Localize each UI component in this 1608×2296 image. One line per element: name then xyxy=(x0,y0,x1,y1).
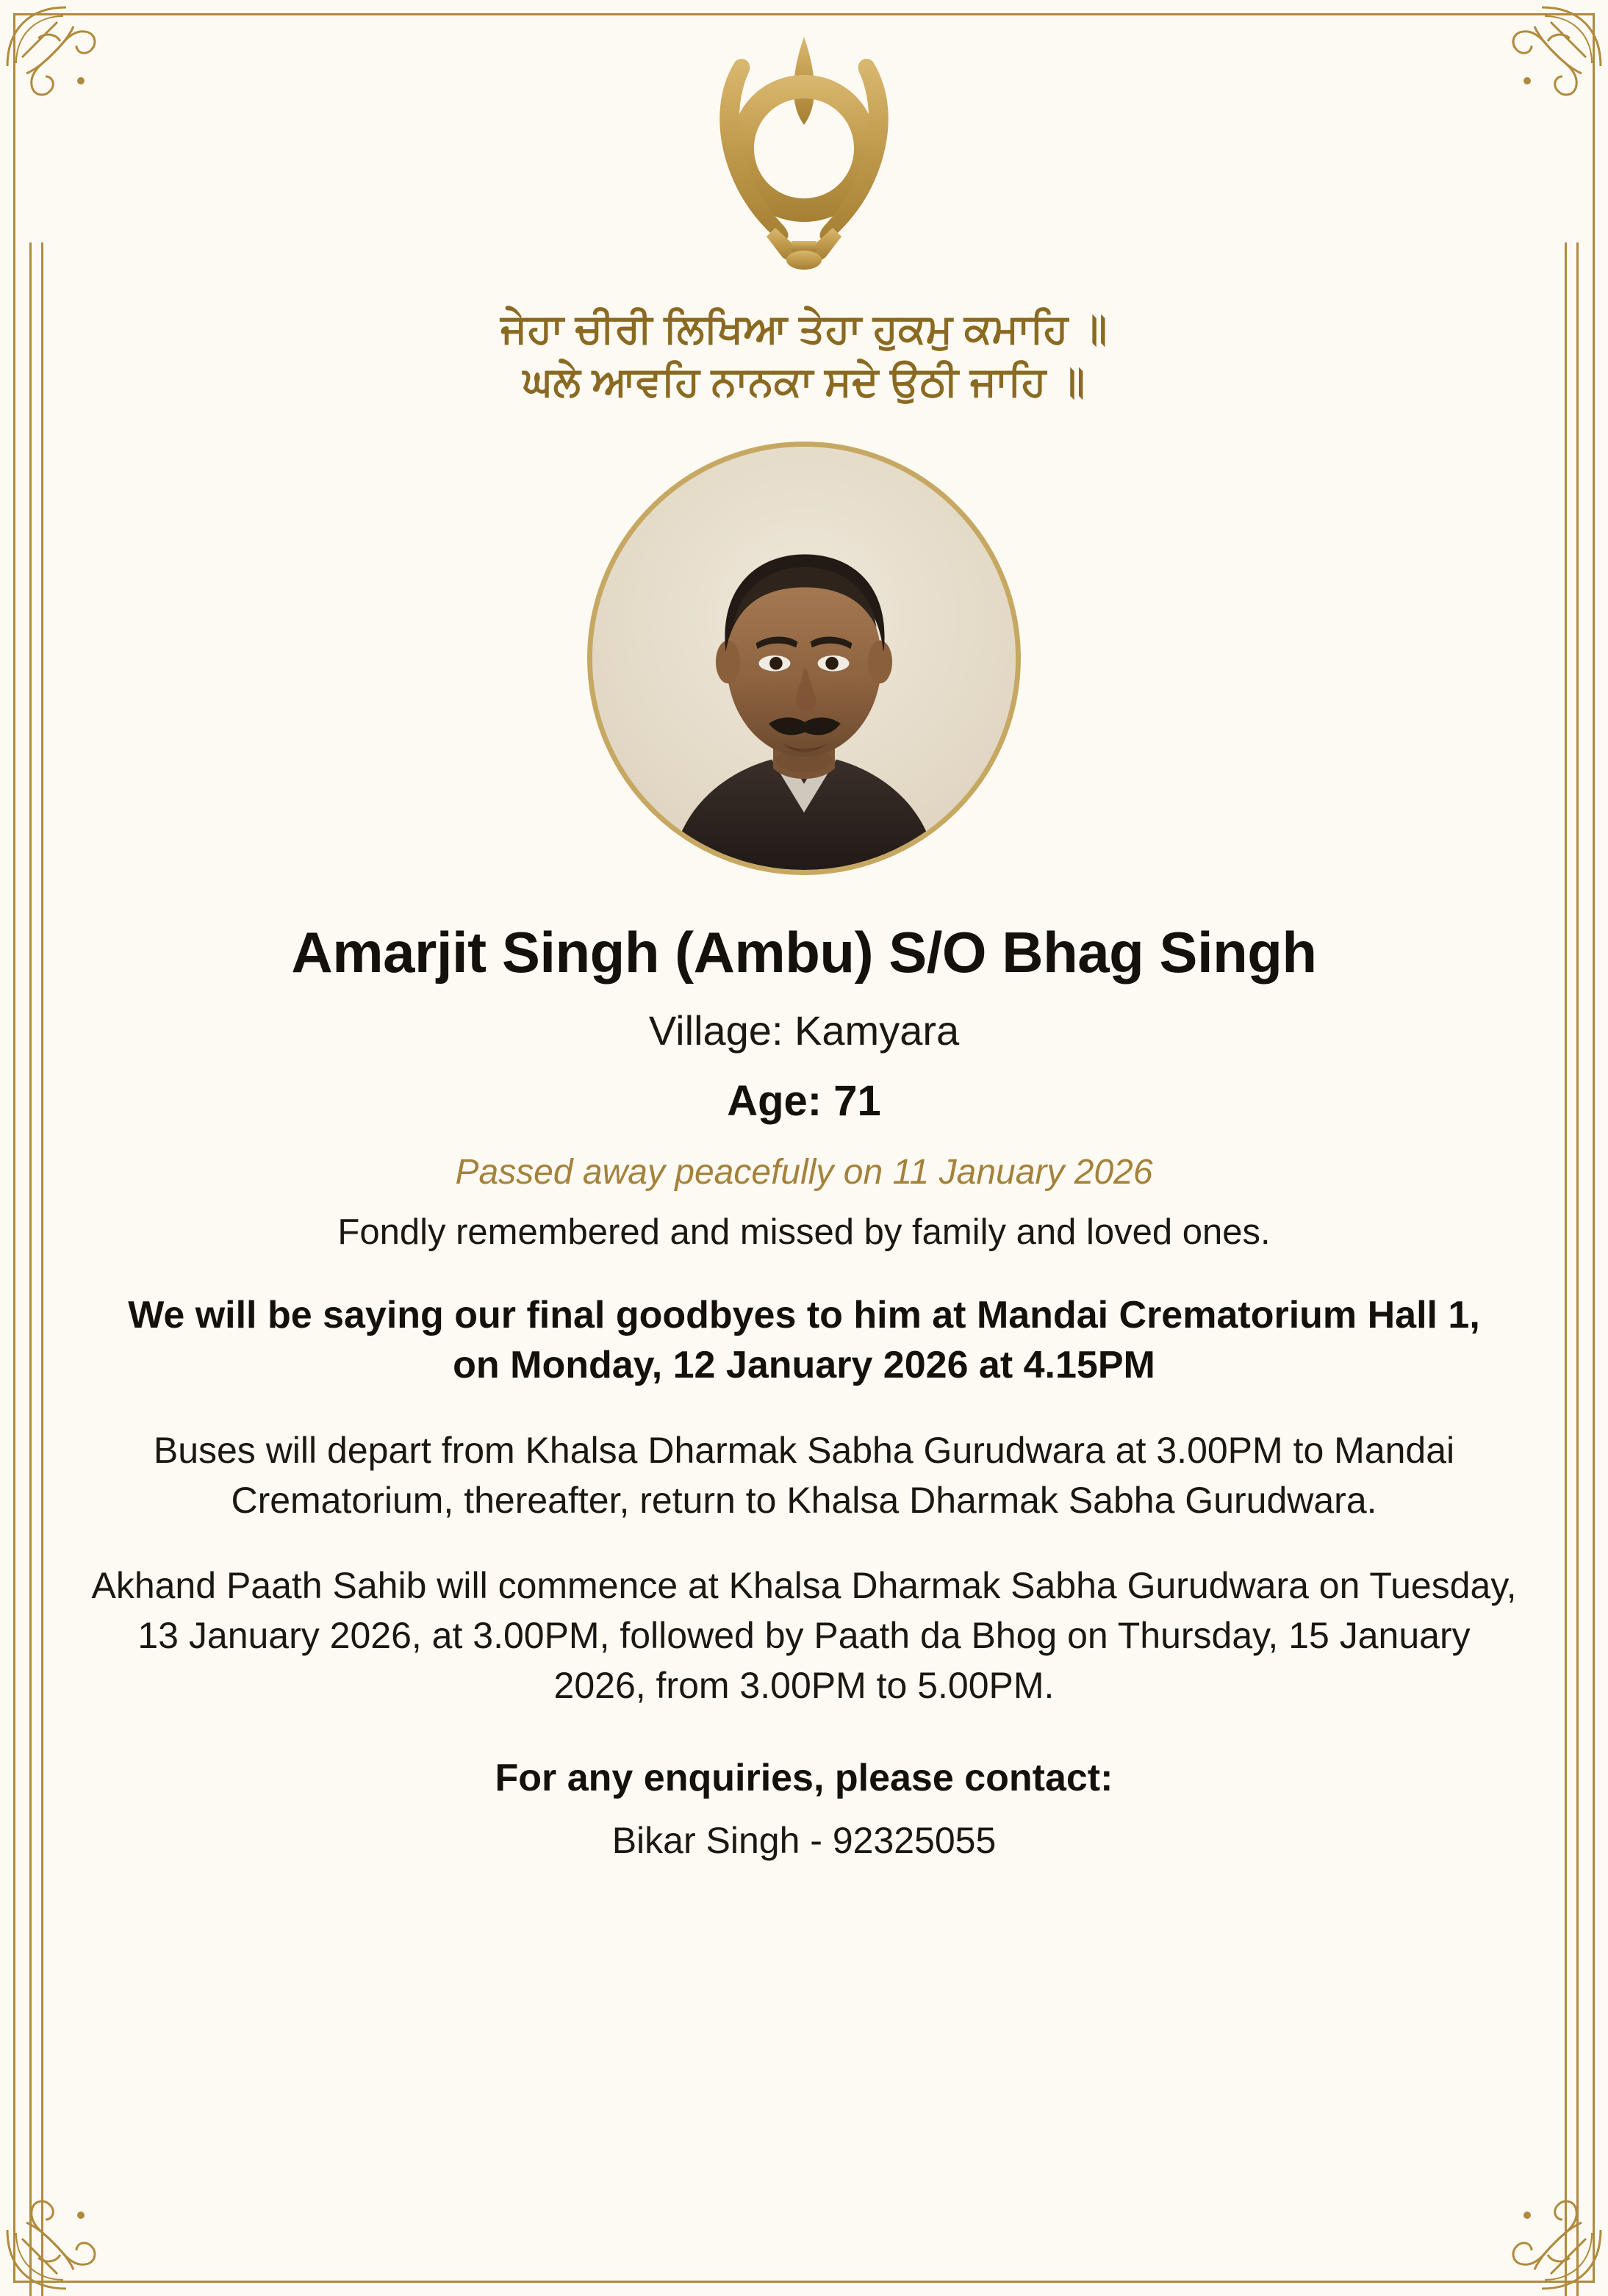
portrait-container xyxy=(88,442,1520,875)
portrait-photo xyxy=(587,442,1021,875)
corner-flourish-bottom-left-icon xyxy=(0,2127,169,2296)
passed-away-line: Passed away peacefully on 11 January 2026 xyxy=(455,1153,1153,1192)
age-line: Age: 71 xyxy=(727,1077,881,1125)
gurbani-line-2: ਘਲੇ ਆਵਹਿ ਨਾਨਕਾ ਸਦੇ ਉਠੀ ਜਾਹਿ ॥ xyxy=(523,358,1085,404)
corner-flourish-bottom-right-icon xyxy=(1439,2127,1608,2296)
enquiries-heading: For any enquiries, please contact: xyxy=(495,1757,1113,1800)
village-line: Village: Kamyara xyxy=(648,1007,960,1054)
gurbani-verse xyxy=(88,303,1520,408)
contact-details: Bikar Singh - 92325055 xyxy=(611,1820,997,1862)
emblem-container xyxy=(88,0,1520,273)
akhand-paath-paragraph: Akhand Paath Sahib will commence at Khalsa Dharmak Sabha Gurudwara on Tuesday, 13 January 2026, at 3.00PM, followed by Paath da Bhog on Thursday, 15 January 2026, from 3.00PM to 5.00PM. xyxy=(91,1565,1517,1707)
gurbani-line-1: ਜੇਹਾ ਚੀਰੀ ਲਿਖਿਆ ਤੇਹਾ ਹੁਕਮੁ ਕਮਾਹਿ ॥ xyxy=(500,306,1108,351)
deceased-name: Amarjit Singh (Ambu) S/O Bhag Singh xyxy=(291,920,1317,985)
final-goodbyes-paragraph: We will be saying our final goodbyes to him at Mandai Crematorium Hall 1, on Monday, 12 January 2026 at 4.15PM xyxy=(128,1294,1480,1386)
khanda-icon xyxy=(705,31,903,273)
remembrance-line: Fondly remembered and missed by family and loved ones. xyxy=(337,1212,1271,1252)
bus-arrangements-paragraph: Buses will depart from Khalsa Dharmak Sabha Gurudwara at 3.00PM to Mandai Crematorium, thereafter, return to Khalsa Dharmak Sabha Gurudwara. xyxy=(153,1430,1455,1522)
